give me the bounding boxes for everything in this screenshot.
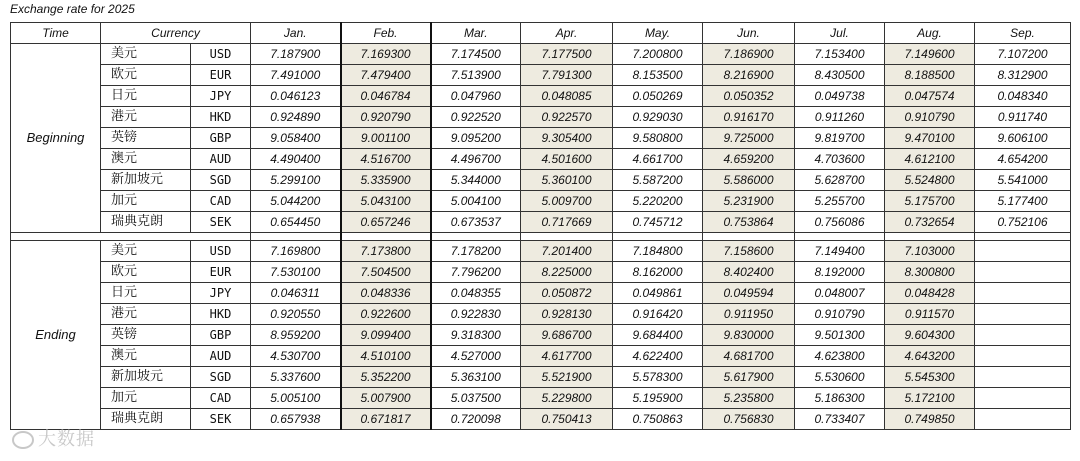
rate-cell: 0.928130 bbox=[521, 304, 613, 325]
rate-cell: 4.661700 bbox=[613, 149, 703, 170]
rate-cell bbox=[975, 283, 1071, 304]
currency-name: 澳元 bbox=[101, 149, 191, 170]
rate-cell: 4.490400 bbox=[251, 149, 341, 170]
rate-cell: 5.037500 bbox=[431, 388, 521, 409]
rate-cell: 7.530100 bbox=[251, 262, 341, 283]
rate-cell: 7.149400 bbox=[795, 241, 885, 262]
separator-cell bbox=[613, 233, 703, 241]
currency-name: 英镑 bbox=[101, 325, 191, 346]
table-row bbox=[11, 346, 1071, 367]
rate-cell: 0.916420 bbox=[613, 304, 703, 325]
rate-cell: 7.513900 bbox=[431, 65, 521, 86]
month-header: Mar. bbox=[431, 23, 521, 44]
rate-cell: 4.612100 bbox=[885, 149, 975, 170]
table-row bbox=[11, 170, 1071, 191]
separator-cell bbox=[795, 233, 885, 241]
rate-cell: 0.733407 bbox=[795, 409, 885, 430]
rate-cell: 0.911740 bbox=[975, 107, 1071, 128]
rate-cell: 7.177500 bbox=[521, 44, 613, 65]
rate-cell: 7.791300 bbox=[521, 65, 613, 86]
currency-name: 日元 bbox=[101, 283, 191, 304]
rate-cell: 5.255700 bbox=[795, 191, 885, 212]
rate-cell: 0.732654 bbox=[885, 212, 975, 233]
rate-cell: 8.312900 bbox=[975, 65, 1071, 86]
rate-cell: 0.756086 bbox=[795, 212, 885, 233]
currency-code: AUD bbox=[191, 346, 251, 367]
rate-cell: 5.587200 bbox=[613, 170, 703, 191]
rate-cell: 0.049861 bbox=[613, 283, 703, 304]
rate-cell: 7.491000 bbox=[251, 65, 341, 86]
rate-cell: 7.153400 bbox=[795, 44, 885, 65]
currency-code: USD bbox=[191, 241, 251, 262]
rate-cell: 0.720098 bbox=[431, 409, 521, 430]
rate-cell: 9.470100 bbox=[885, 128, 975, 149]
month-header: Aug. bbox=[885, 23, 975, 44]
rate-cell: 5.352200 bbox=[341, 367, 431, 388]
rate-cell: 8.216900 bbox=[703, 65, 795, 86]
currency-code: JPY bbox=[191, 86, 251, 107]
rate-cell: 5.231900 bbox=[703, 191, 795, 212]
rate-cell: 5.617900 bbox=[703, 367, 795, 388]
rate-cell: 5.005100 bbox=[251, 388, 341, 409]
rate-cell: 7.796200 bbox=[431, 262, 521, 283]
rate-cell bbox=[975, 346, 1071, 367]
rate-cell: 7.184800 bbox=[613, 241, 703, 262]
rate-cell: 0.745712 bbox=[613, 212, 703, 233]
currency-name: 欧元 bbox=[101, 65, 191, 86]
rate-cell: 0.048085 bbox=[521, 86, 613, 107]
rate-cell: 4.623800 bbox=[795, 346, 885, 367]
rate-cell: 8.188500 bbox=[885, 65, 975, 86]
rate-cell: 0.750413 bbox=[521, 409, 613, 430]
separator-cell bbox=[11, 233, 251, 241]
rate-cell: 0.752106 bbox=[975, 212, 1071, 233]
rate-cell: 5.578300 bbox=[613, 367, 703, 388]
currency-code: SGD bbox=[191, 367, 251, 388]
month-header: Jan. bbox=[251, 23, 341, 44]
rate-cell: 9.686700 bbox=[521, 325, 613, 346]
rate-cell: 4.659200 bbox=[703, 149, 795, 170]
rate-cell: 8.153500 bbox=[613, 65, 703, 86]
month-header: May. bbox=[613, 23, 703, 44]
currency-code: EUR bbox=[191, 262, 251, 283]
rate-cell: 7.200800 bbox=[613, 44, 703, 65]
separator-cell bbox=[521, 233, 613, 241]
rate-cell: 7.169300 bbox=[341, 44, 431, 65]
rate-cell: 5.299100 bbox=[251, 170, 341, 191]
table-row bbox=[11, 241, 1071, 262]
rate-cell: 0.047960 bbox=[431, 86, 521, 107]
month-header: Feb. bbox=[341, 23, 431, 44]
rate-cell: 4.703600 bbox=[795, 149, 885, 170]
rate-cell: 0.049594 bbox=[703, 283, 795, 304]
exchange-rate-table bbox=[10, 22, 1071, 430]
rate-cell: 9.318300 bbox=[431, 325, 521, 346]
rate-cell: 9.095200 bbox=[431, 128, 521, 149]
rate-cell: 5.360100 bbox=[521, 170, 613, 191]
rate-cell bbox=[975, 388, 1071, 409]
month-header: Jun. bbox=[703, 23, 795, 44]
rate-cell: 0.654450 bbox=[251, 212, 341, 233]
rate-cell: 4.496700 bbox=[431, 149, 521, 170]
rate-cell: 5.044200 bbox=[251, 191, 341, 212]
currency-name: 港元 bbox=[101, 304, 191, 325]
rate-cell: 0.924890 bbox=[251, 107, 341, 128]
rate-cell: 7.201400 bbox=[521, 241, 613, 262]
rate-cell: 8.192000 bbox=[795, 262, 885, 283]
currency-code: HKD bbox=[191, 304, 251, 325]
rate-cell: 9.501300 bbox=[795, 325, 885, 346]
rate-cell: 0.046311 bbox=[251, 283, 341, 304]
rate-cell: 8.430500 bbox=[795, 65, 885, 86]
rate-cell: 0.922600 bbox=[341, 304, 431, 325]
rate-cell: 0.749850 bbox=[885, 409, 975, 430]
rate-cell: 5.524800 bbox=[885, 170, 975, 191]
currency-code: HKD bbox=[191, 107, 251, 128]
rate-cell bbox=[975, 241, 1071, 262]
month-header: Jul. bbox=[795, 23, 885, 44]
currency-code: SEK bbox=[191, 409, 251, 430]
table-caption: Exchange rate for 2025 bbox=[10, 2, 135, 16]
table-row bbox=[11, 86, 1071, 107]
rate-cell: 5.043100 bbox=[341, 191, 431, 212]
rate-cell: 5.337600 bbox=[251, 367, 341, 388]
rate-cell bbox=[975, 325, 1071, 346]
currency-name: 新加坡元 bbox=[101, 170, 191, 191]
rate-cell: 7.169800 bbox=[251, 241, 341, 262]
rate-cell bbox=[975, 409, 1071, 430]
rate-cell: 5.541000 bbox=[975, 170, 1071, 191]
section-separator bbox=[11, 233, 1071, 241]
rate-cell: 0.048336 bbox=[341, 283, 431, 304]
currency-name: 瑞典克朗 bbox=[101, 212, 191, 233]
rate-cell: 0.753864 bbox=[703, 212, 795, 233]
rate-cell: 0.910790 bbox=[795, 304, 885, 325]
currency-code: USD bbox=[191, 44, 251, 65]
separator-cell bbox=[975, 233, 1071, 241]
rate-cell: 0.911570 bbox=[885, 304, 975, 325]
month-header: Sep. bbox=[975, 23, 1071, 44]
currency-name: 英镑 bbox=[101, 128, 191, 149]
rate-cell: 7.107200 bbox=[975, 44, 1071, 65]
rate-cell: 4.516700 bbox=[341, 149, 431, 170]
rate-cell: 0.673537 bbox=[431, 212, 521, 233]
rate-cell: 4.643200 bbox=[885, 346, 975, 367]
table-row bbox=[11, 212, 1071, 233]
rate-cell: 5.195900 bbox=[613, 388, 703, 409]
rate-cell: 4.530700 bbox=[251, 346, 341, 367]
rate-cell: 8.402400 bbox=[703, 262, 795, 283]
rate-cell: 9.099400 bbox=[341, 325, 431, 346]
currency-code: GBP bbox=[191, 325, 251, 346]
rate-cell: 5.530600 bbox=[795, 367, 885, 388]
table-row bbox=[11, 262, 1071, 283]
rate-cell: 7.158600 bbox=[703, 241, 795, 262]
rate-cell: 5.172100 bbox=[885, 388, 975, 409]
rate-cell: 0.049738 bbox=[795, 86, 885, 107]
table-row bbox=[11, 44, 1071, 65]
rate-cell: 7.187900 bbox=[251, 44, 341, 65]
table-row bbox=[11, 325, 1071, 346]
rate-cell: 9.819700 bbox=[795, 128, 885, 149]
rate-cell: 5.229800 bbox=[521, 388, 613, 409]
separator-cell bbox=[703, 233, 795, 241]
rate-cell: 0.750863 bbox=[613, 409, 703, 430]
time-label: Ending bbox=[11, 241, 101, 430]
table-row bbox=[11, 128, 1071, 149]
rate-cell: 0.046784 bbox=[341, 86, 431, 107]
rate-cell: 0.657246 bbox=[341, 212, 431, 233]
rate-cell: 5.009700 bbox=[521, 191, 613, 212]
rate-cell: 8.225000 bbox=[521, 262, 613, 283]
table-row bbox=[11, 367, 1071, 388]
currency-name: 欧元 bbox=[101, 262, 191, 283]
rate-cell: 9.305400 bbox=[521, 128, 613, 149]
currency-name: 美元 bbox=[101, 44, 191, 65]
rate-cell: 9.001100 bbox=[341, 128, 431, 149]
rate-cell: 0.916170 bbox=[703, 107, 795, 128]
currency-name: 港元 bbox=[101, 107, 191, 128]
rate-cell: 0.048340 bbox=[975, 86, 1071, 107]
table-row bbox=[11, 304, 1071, 325]
rate-cell: 5.175700 bbox=[885, 191, 975, 212]
rate-cell: 0.047574 bbox=[885, 86, 975, 107]
rate-cell: 5.004100 bbox=[431, 191, 521, 212]
rate-cell: 5.235800 bbox=[703, 388, 795, 409]
rate-cell: 9.684400 bbox=[613, 325, 703, 346]
currency-name: 加元 bbox=[101, 191, 191, 212]
table-row bbox=[11, 388, 1071, 409]
month-header: Apr. bbox=[521, 23, 613, 44]
rate-cell: 0.922520 bbox=[431, 107, 521, 128]
currency-code: AUD bbox=[191, 149, 251, 170]
rate-cell: 0.756830 bbox=[703, 409, 795, 430]
currency-code: EUR bbox=[191, 65, 251, 86]
table-row bbox=[11, 65, 1071, 86]
rate-cell: 0.046123 bbox=[251, 86, 341, 107]
rate-cell: 7.504500 bbox=[341, 262, 431, 283]
rate-cell: 5.220200 bbox=[613, 191, 703, 212]
table-row bbox=[11, 107, 1071, 128]
table-row bbox=[11, 283, 1071, 304]
rate-cell: 0.048355 bbox=[431, 283, 521, 304]
currency-header: Currency bbox=[101, 23, 251, 44]
separator-cell bbox=[885, 233, 975, 241]
watermark bbox=[12, 425, 95, 451]
separator-cell bbox=[251, 233, 341, 241]
rate-cell: 7.186900 bbox=[703, 44, 795, 65]
rate-cell: 0.920790 bbox=[341, 107, 431, 128]
watermark-logo-icon bbox=[12, 431, 34, 449]
currency-code: SEK bbox=[191, 212, 251, 233]
rate-cell: 9.606100 bbox=[975, 128, 1071, 149]
rate-cell: 7.149600 bbox=[885, 44, 975, 65]
rate-cell: 7.479400 bbox=[341, 65, 431, 86]
currency-name: 瑞典克朗 bbox=[101, 409, 191, 430]
rate-cell: 8.959200 bbox=[251, 325, 341, 346]
rate-cell: 0.922570 bbox=[521, 107, 613, 128]
rate-cell: 9.058400 bbox=[251, 128, 341, 149]
separator-cell bbox=[341, 233, 431, 241]
rate-cell: 0.920550 bbox=[251, 304, 341, 325]
rate-cell: 5.007900 bbox=[341, 388, 431, 409]
currency-name: 美元 bbox=[101, 241, 191, 262]
rate-cell: 4.510100 bbox=[341, 346, 431, 367]
rate-cell: 7.178200 bbox=[431, 241, 521, 262]
rate-cell: 0.717669 bbox=[521, 212, 613, 233]
rate-cell: 4.622400 bbox=[613, 346, 703, 367]
rate-cell: 0.671817 bbox=[341, 409, 431, 430]
rate-cell: 4.527000 bbox=[431, 346, 521, 367]
rate-cell: 0.910790 bbox=[885, 107, 975, 128]
rate-cell: 7.173800 bbox=[341, 241, 431, 262]
rate-cell: 5.363100 bbox=[431, 367, 521, 388]
rate-cell: 0.050352 bbox=[703, 86, 795, 107]
rate-cell bbox=[975, 304, 1071, 325]
rate-cell: 5.344000 bbox=[431, 170, 521, 191]
currency-name: 日元 bbox=[101, 86, 191, 107]
currency-name: 加元 bbox=[101, 388, 191, 409]
currency-code: SGD bbox=[191, 170, 251, 191]
rate-cell: 5.335900 bbox=[341, 170, 431, 191]
rate-cell: 4.501600 bbox=[521, 149, 613, 170]
separator-cell bbox=[431, 233, 521, 241]
rate-cell: 8.162000 bbox=[613, 262, 703, 283]
rate-cell: 0.050269 bbox=[613, 86, 703, 107]
time-header: Time bbox=[11, 23, 101, 44]
rate-cell: 4.654200 bbox=[975, 149, 1071, 170]
rate-cell: 5.521900 bbox=[521, 367, 613, 388]
rate-cell: 9.830000 bbox=[703, 325, 795, 346]
rate-cell: 9.580800 bbox=[613, 128, 703, 149]
currency-name: 新加坡元 bbox=[101, 367, 191, 388]
rate-cell: 7.103000 bbox=[885, 241, 975, 262]
rate-cell: 0.050872 bbox=[521, 283, 613, 304]
rate-cell: 0.911260 bbox=[795, 107, 885, 128]
rate-cell: 0.922830 bbox=[431, 304, 521, 325]
rate-cell: 0.929030 bbox=[613, 107, 703, 128]
rate-cell: 0.657938 bbox=[251, 409, 341, 430]
time-label: Beginning bbox=[11, 44, 101, 233]
rate-cell: 5.186300 bbox=[795, 388, 885, 409]
table-row bbox=[11, 191, 1071, 212]
rate-cell: 5.545300 bbox=[885, 367, 975, 388]
currency-code: CAD bbox=[191, 191, 251, 212]
rate-cell: 0.048428 bbox=[885, 283, 975, 304]
rate-cell: 7.174500 bbox=[431, 44, 521, 65]
table-row bbox=[11, 409, 1071, 430]
watermark-text: 大数据 bbox=[38, 429, 95, 450]
header-row bbox=[11, 23, 1071, 44]
rate-cell: 4.681700 bbox=[703, 346, 795, 367]
table-row bbox=[11, 149, 1071, 170]
rate-cell bbox=[975, 367, 1071, 388]
currency-code: JPY bbox=[191, 283, 251, 304]
rate-cell: 4.617700 bbox=[521, 346, 613, 367]
rate-cell: 5.586000 bbox=[703, 170, 795, 191]
rate-cell: 9.725000 bbox=[703, 128, 795, 149]
currency-name: 澳元 bbox=[101, 346, 191, 367]
rate-cell: 9.604300 bbox=[885, 325, 975, 346]
rate-cell: 5.628700 bbox=[795, 170, 885, 191]
rate-cell: 0.911950 bbox=[703, 304, 795, 325]
rate-cell: 5.177400 bbox=[975, 191, 1071, 212]
currency-code: GBP bbox=[191, 128, 251, 149]
rate-cell: 0.048007 bbox=[795, 283, 885, 304]
rate-cell bbox=[975, 262, 1071, 283]
currency-code: CAD bbox=[191, 388, 251, 409]
rate-cell: 8.300800 bbox=[885, 262, 975, 283]
